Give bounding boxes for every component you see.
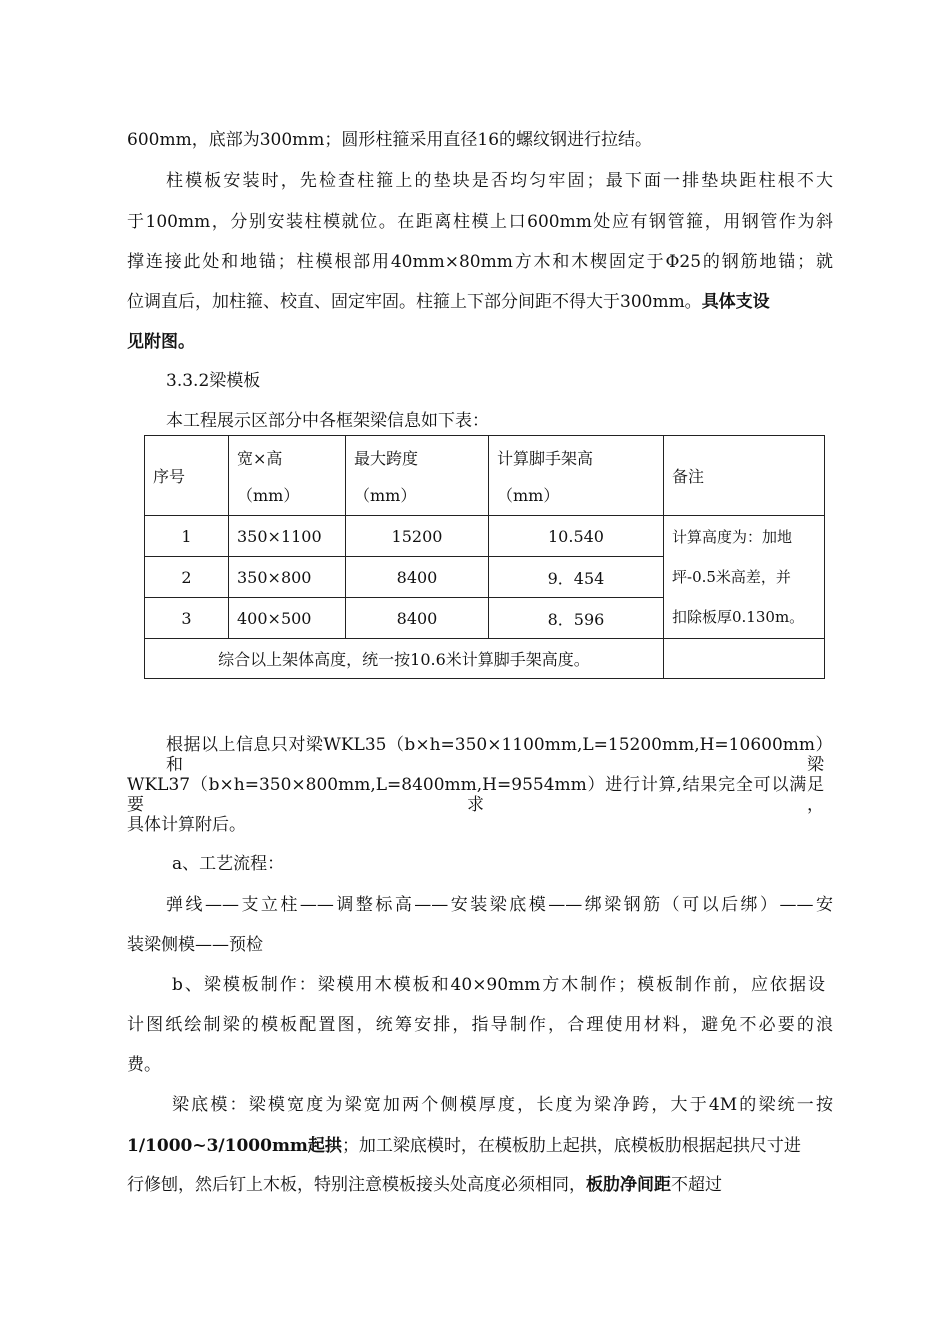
header-height-unit: （mm） xyxy=(497,485,560,505)
paragraph-line: 梁底模：梁模宽度为梁宽加两个侧模厚度，长度为梁净跨，大于4M的梁统一按 xyxy=(172,1095,833,1115)
paragraph-line: WKL37（b×h=350×800mm,L=8400mm,H=9554mm）进行计算,结果完全可以满足要求， xyxy=(127,775,824,815)
paragraph-line: 装梁侧模——预检 xyxy=(127,935,263,955)
cell-size: 350×800 xyxy=(229,557,346,598)
remark-line: 计算高度为：加地 xyxy=(672,528,793,546)
header-size-unit: （mm） xyxy=(237,485,300,505)
header-remark: 备注 xyxy=(664,436,825,516)
header-span-label: 最大跨度 xyxy=(354,448,419,468)
paragraph-line: 柱模板安装时，先检查柱箍上的垫块是否均匀牢固；最下面一排垫块距柱根不大 xyxy=(166,171,833,191)
header-size xyxy=(229,436,346,516)
header-size-label: 宽×高 xyxy=(237,448,283,468)
table-header-row xyxy=(145,436,825,516)
cell-no: 1 xyxy=(145,516,229,557)
paragraph-line: 撑连接此处和地锚；柱模根部用40mm×80mm方木和木楔固定于Φ25的钢筋地锚；就 xyxy=(127,252,833,272)
paragraph-line: 600mm，底部为300mm；圆形柱箍采用直径16的螺纹钢进行拉结。 xyxy=(127,130,653,150)
cell-height: 10.540 xyxy=(489,516,664,557)
cell-height: 9．454 xyxy=(489,557,664,598)
header-span-unit: （mm） xyxy=(354,485,417,505)
cell-empty xyxy=(664,639,825,679)
cell-remark xyxy=(664,516,825,639)
paragraph-line: b、梁模板制作：梁模用木模板和40×90mm方木制作；模板制作前，应依据设 xyxy=(172,975,825,995)
paragraph-line xyxy=(127,1136,801,1156)
paragraph-line xyxy=(127,332,195,352)
table-intro: 本工程展示区部分中各框架梁信息如下表： xyxy=(166,411,489,431)
cell-summary: 综合以上架体高度，统一按10.6米计算脚手架高度。 xyxy=(145,639,664,679)
bold-text: 见附图。 xyxy=(127,332,195,352)
cell-size: 350×1100 xyxy=(229,516,346,557)
section-heading: 3.3.2梁模板 xyxy=(166,371,261,391)
paragraph-line xyxy=(127,1175,722,1195)
item-heading: a、工艺流程： xyxy=(172,854,285,874)
cell-span: 8400 xyxy=(346,598,489,639)
table-row xyxy=(145,516,825,557)
remark-line: 扣除板厚0.130m。 xyxy=(672,608,805,626)
paragraph-line xyxy=(127,292,770,312)
header-span xyxy=(346,436,489,516)
paragraph-text: 位调直后，加柱箍、校直、固定牢固。柱箍上下部分间距不得大于300mm。 xyxy=(127,292,702,312)
table-summary-row xyxy=(145,639,825,679)
bold-text: 1/1000~3/1000mm起拱 xyxy=(127,1136,342,1156)
cell-size: 400×500 xyxy=(229,598,346,639)
bold-text: 具体支设 xyxy=(701,292,770,312)
beam-info-table xyxy=(144,435,825,679)
paragraph-text: 不超过 xyxy=(671,1175,722,1195)
cell-no: 2 xyxy=(145,557,229,598)
header-height xyxy=(489,436,664,516)
cell-span: 15200 xyxy=(346,516,489,557)
bold-text: 板肋净间距 xyxy=(586,1175,671,1195)
header-no: 序号 xyxy=(145,436,229,516)
header-height-label: 计算脚手架高 xyxy=(497,448,594,468)
paragraph-line: 费。 xyxy=(127,1055,161,1075)
remark-line: 坪-0.5米高差，并 xyxy=(672,568,791,586)
paragraph-text: ；加工梁底模时，在模板肋上起拱，底模板肋根据起拱尺寸进 xyxy=(341,1136,801,1156)
paragraph-line: 根据以上信息只对梁WKL35（b×h=350×1100mm,L=15200mm,H=10600mm）和梁 xyxy=(166,735,824,775)
paragraph-line: 于100mm，分别安装柱模就位。在距离柱模上口600mm处应有钢管箍，用钢管作为斜 xyxy=(127,212,833,232)
cell-height: 8．596 xyxy=(489,598,664,639)
paragraph-line: 弹线——支立柱——调整标高——安装梁底模——绑梁钢筋（可以后绑）——安 xyxy=(166,895,833,915)
paragraph-line: 具体计算附后。 xyxy=(127,815,246,835)
paragraph-text: 行修刨，然后钉上木板，特别注意模板接头处高度必须相同， xyxy=(127,1175,586,1195)
cell-no: 3 xyxy=(145,598,229,639)
paragraph-line: 计图纸绘制梁的模板配置图，统筹安排，指导制作，合理使用材料，避免不必要的浪 xyxy=(127,1015,833,1035)
cell-span: 8400 xyxy=(346,557,489,598)
